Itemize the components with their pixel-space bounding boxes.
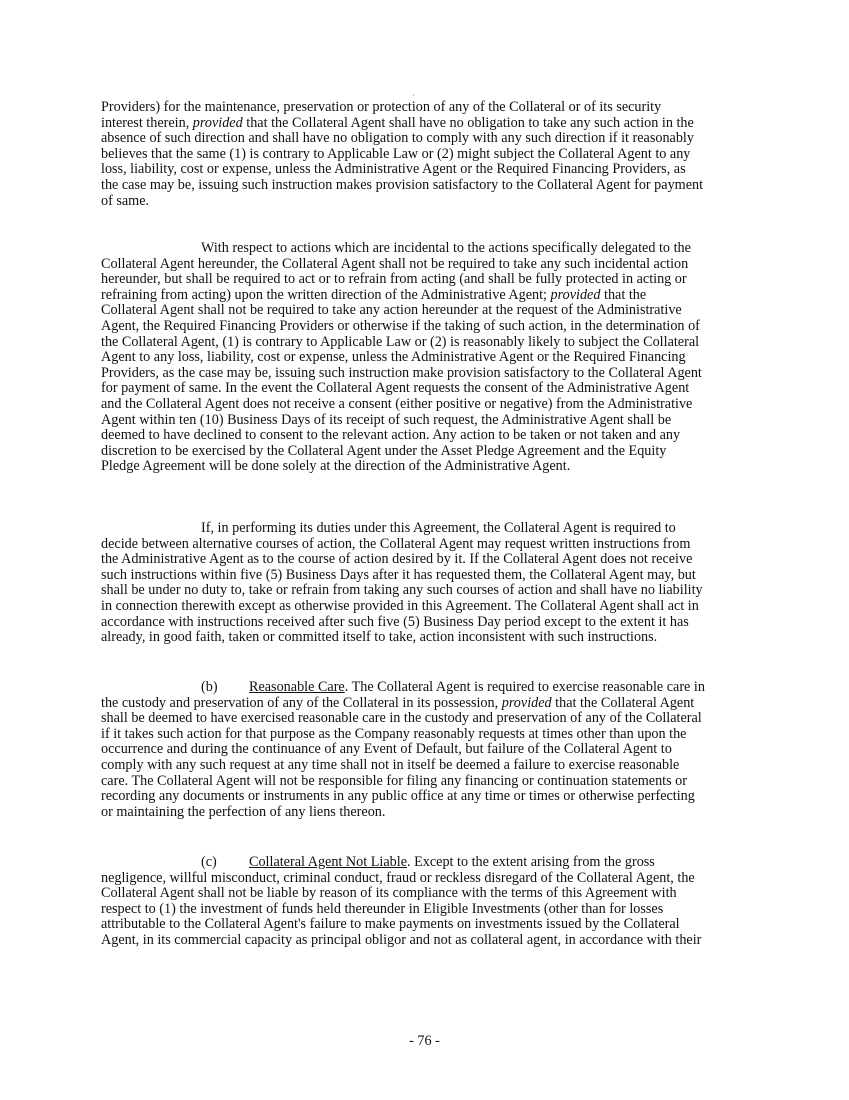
text-line: and the Collateral Agent does not receive a consent (either positive or negative) from the Administrative [101,395,693,412]
text-line: already, in good faith, taken or committed itself to take, action inconsistent with such instructions. [101,629,658,646]
text-line: attributable to the Collateral Agent's failure to make payments on investments issued by the Collateral [101,916,680,933]
text-line: Collateral Agent shall not be required to take any action hereunder at the request of the Administrative [101,302,682,319]
paragraph-alternative-actions [101,521,751,646]
text-line: loss, liability, cost or expense, unless the Administrative Agent or the Required Financing Providers, as [101,161,686,178]
text-line: (c) Collateral Agent Not Liable. Except to the extent arising from the gross [201,854,655,870]
text-line: Agent within ten (10) Business Days of its receipt of such request, the Administrative Agent shall be [101,411,672,428]
text-line: discretion to be exercised by the Collateral Agent under the Asset Pledge Agreement and the Equity [101,442,667,459]
text-line: interest therein, provided that the Collateral Agent shall have no obligation to take any such action in the [101,114,694,131]
text-line: decide between alternative courses of action, the Collateral Agent may request written instructions from [101,535,691,552]
text-line: Agent to any loss, liability, cost or expense, unless the Administrative Agent or the Required Financing [101,349,686,366]
text-line: the Collateral Agent, (1) is contrary to Applicable Law or (2) is reasonably likely to subject the Collateral [101,333,700,350]
text-line: or maintaining the perfection of any liens thereon. [101,803,386,820]
section-number: (c) [201,854,217,870]
text-line: shall be deemed to have exercised reasonable care in the custody and preservation of any of the Collateral [101,710,702,727]
section-heading: Reasonable Care [249,679,345,695]
text-line: believes that the same (1) is contrary to Applicable Law or (2) might subject the Collateral Agent to any [101,145,691,162]
text-line: if it takes such action for that purpose as the Company reasonably requests at times other than upon the [101,725,687,742]
text-line: such instructions within five (5) Business Days after it has requested them, the Collateral Agent may, but [101,566,696,583]
section-number: (b) [201,679,218,695]
text-line: deemed to have declined to consent to the relevant action. Any action to be taken or not taken and any [101,427,681,444]
text-line: accordance with instructions received after such five (5) Business Day period except to the extent it has [101,613,689,630]
text-line: refraining from acting) upon the written direction of the Administrative Agent; provided that the [101,286,647,303]
text-line: occurrence and during the continuance of any Event of Default, but failure of the Collateral Agent to [101,741,672,758]
text-line: Pledge Agreement will be done solely at the direction of the Administrative Agent. [101,458,571,475]
text-line: Agent, the Required Financing Providers or otherwise if the taking of such action, in the determination of [101,317,700,334]
text-line: respect to (1) the investment of funds held thereunder in Eligible Investments (other than for losses [101,900,664,917]
text-line: the Administrative Agent as to the course of action desired by it. If the Collateral Agent does not receive [101,551,693,568]
text-line: of same. [101,192,150,209]
text-line: care. The Collateral Agent will not be responsible for filing any financing or continuation statements or [101,772,687,789]
text-line: the custody and preservation of any of the Collateral in its possession, provided that the Collateral Agent [101,694,695,711]
text-line: in connection therewith except as otherwise provided in this Agreement. The Collateral Agent shall act in [101,597,699,614]
section-b-reasonable-care [101,680,751,820]
text-line: comply with any such request at any time shall not in itself be deemed a failure to exercise reasonable [101,756,680,773]
text-line: negligence, willful misconduct, criminal conduct, fraud or reckless disregard of the Collateral Agent, the [101,869,695,886]
scan-mark: · [412,91,415,100]
text-line: (b) Reasonable Care. The Collateral Agent is required to exercise reasonable care in [201,679,705,695]
section-c-collateral-agent-not-liable [101,855,751,949]
text-line: recording any documents or instruments in any public office at any time or times or otherwise perfecting [101,788,695,805]
text-line: hereunder, but shall be required to act or to refrain from acting (and shall be fully protected in acting or [101,271,687,288]
section-heading: Collateral Agent Not Liable [249,854,407,870]
text-line: for payment of same. In the event the Collateral Agent requests the consent of the Administrative Agent [101,380,690,397]
text-line: Collateral Agent shall not be liable by reason of its compliance with the terms of this Agreement with [101,885,677,902]
text-line: With respect to actions which are incidental to the actions specifically delegated to the [201,240,691,256]
text-line: the case may be, issuing such instruction makes provision satisfactory to the Collateral Agent for payment [101,176,704,193]
page-number: - 76 - [409,1033,440,1049]
paragraph-collateral-maintenance [101,100,751,209]
text-line: Collateral Agent hereunder, the Collateral Agent shall not be required to take any such incidental action [101,255,689,272]
text-line: If, in performing its duties under this Agreement, the Collateral Agent is required to [201,520,676,536]
text-line: Agent, in its commercial capacity as principal obligor and not as collateral agent, in accordance with their [101,931,702,948]
paragraph-incidental-actions [101,241,751,475]
text-line: shall be under no duty to, take or refrain from taking any such courses of action and shall have no liability [101,582,703,599]
text-line: Providers, as the case may be, issuing such instruction make provision satisfactory to the Collateral Agent [101,364,702,381]
text-line: absence of such direction and shall have no obligation to comply with any such direction if it reasonably [101,130,694,147]
text-line: Providers) for the maintenance, preservation or protection of any of the Collateral or of its security [101,99,662,115]
